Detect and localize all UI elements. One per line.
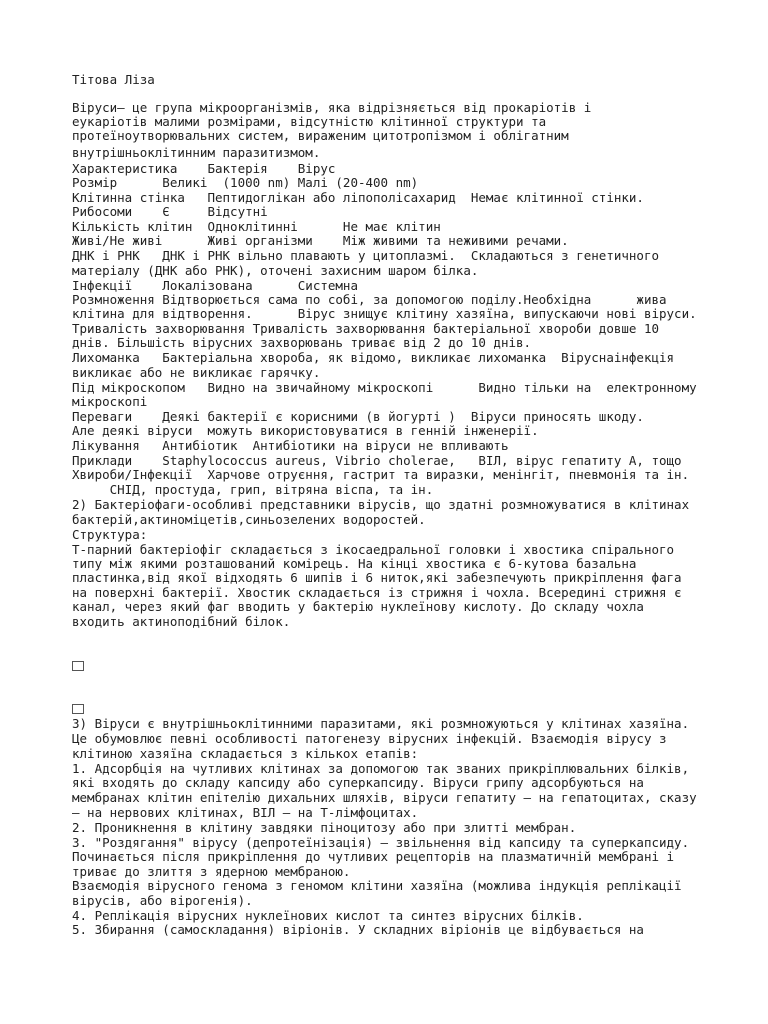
text-line: Структура: (72, 527, 148, 542)
text-line: Хвироби/Інфекції Харчове отруєння, гастрит та виразки, менінгіт, пневмонія та ін. (72, 467, 690, 482)
text-line: клітина для відтворення. Вірус знищує клітину хазяїна, випускаючи нові віруси. (72, 306, 697, 321)
text-line: мікроскопі (72, 394, 148, 409)
text-line: Інфекції Локалізована Системна (72, 278, 358, 293)
text-line: Характеристика Бактерія Вірус (72, 161, 336, 176)
text-line: на поверхні бактерії. Хвостик складається із стрижня і чохла. Всередині стрижня є (72, 585, 682, 600)
text-line: вірусів, або вірогенія). (72, 893, 253, 908)
text-line: 5. Збирання (самоскладання) віріонів. У складних віріонів це відбувається на (72, 922, 644, 937)
text-line: Віруси— це група мікроорганізмів, яка відрізняється від прокаріотів і (72, 100, 592, 115)
text-line: Це обумовлює певні особливості патогенезу вірусних інфекцій. Взаємодія вірусу з (72, 731, 667, 746)
text-line: Тривалість захворювання Тривалість захворювання бактеріальної хвороби довше 10 (72, 321, 659, 336)
text-line: входить актиноподібний білок. (72, 614, 291, 629)
text-line: Взаємодія вірусного генома з геномом клітини хазяїна (можлива індукція реплікації (72, 878, 682, 893)
text-line: — на нервових клітинах, ВІЛ — на Т-лімфоцитах. (72, 805, 419, 820)
text-line: 3) Віруси є внутрішньоклітинними паразитами, які розмножуються у клітинах хазяїна. (72, 716, 690, 731)
text-line: Лихоманка Бактеріальна хвороба, як відомо, викликає лихоманка Віруснаінфекція (72, 350, 675, 365)
text-line: Розмноження Відтворюється сама по собі, за допомогою поділу.Необхідна жива (72, 292, 667, 307)
text-line: Під мікроскопом Видно на звичайному мікроскопі Видно тільки на електронному (72, 380, 697, 395)
text-line: Переваги Деякі бактерії є корисними (в йогурті ) Віруси приносять шкоду. (72, 409, 644, 424)
text-line: протеїноутворювальних систем, вираженим цитотропізмом і облігатним (72, 128, 569, 143)
text-line: канал, через який фаг вводить у бактерію нуклеїнову кислоту. До складу чохла (72, 599, 644, 614)
text-line: Розмір Великі (1000 nm) Малі (20-400 nm) (72, 175, 419, 190)
text-line: внутрішньоклітинним паразитизмом. (72, 145, 321, 160)
page-break-marker (72, 661, 84, 671)
text-line: Кількість клітин Одноклітинні Не має клітин (72, 219, 441, 234)
text-line: клітиною хазяїна складається з кількох етапів: (72, 746, 419, 761)
text-line: типу між якими розташований комірець. На кінці хвостика є 6-кутова базальна (72, 556, 637, 571)
text-line: Рибосоми Є Відсутні (72, 204, 268, 219)
text-line: Клітинна стінка Пептидоглікан або ліпополісахарид Немає клітинної стінки. (72, 190, 644, 205)
text-line: 2) Бактеріофаги-особливі представники вірусів, що здатні розмножуватися в клітинах (72, 497, 690, 512)
text-line: ДНК і РНК ДНК і РНК вільно плавають у цитоплазмі. Складаються з генетичного (72, 248, 659, 263)
text-line: 4. Реплікація вірусних нуклеїнових кислот та синтез вірусних білків. (72, 908, 584, 923)
text-line: Приклади Staphylococcus aureus, Vibrio cholerae, ВІЛ, вірус гепатиту А, тощо (72, 453, 682, 468)
text-line: 1. Адсорбція на чутливих клітинах за допомогою так званих прикріплювальних білків, (72, 761, 690, 776)
text-line: пластинка,від якої відходять 6 шипів і 6 ниток,які забезпечують прикріплення фага (72, 570, 682, 585)
author-name: Тітова Ліза (72, 72, 155, 87)
text-line: бактерій,актиноміцетів,синьозелених водоростей. (72, 512, 426, 527)
text-line: Починається після прикріплення до чутливих рецепторів на плазматичній мембрані і (72, 849, 675, 864)
text-line: 2. Проникнення в клітину завдяки піноцитозу або при злитті мембран. (72, 820, 577, 835)
text-line: днів. Більшість вірусних захворювань триває від 2 до 10 днів. (72, 335, 532, 350)
text-line: викликає або не викликає гарячку. (72, 365, 321, 380)
text-line: 3. "Роздягання" вірусу (депротеїнізація) — звільнення від капсиду та суперкапсиду. (72, 835, 690, 850)
text-line: Лікування Антибіотик Антибіотики на віруси не впливають (72, 438, 509, 453)
text-line: триває до злиття з ядерною мембраною. (72, 864, 351, 879)
text-line: Але деякі віруси можуть використовуватися в генній інженерії. (72, 423, 539, 438)
text-line: еукаріотів малими розмірами, відсутністю клітинної структури та (72, 114, 547, 129)
text-line: Живі/Не живі Живі організми Між живими та неживими речами. (72, 233, 569, 248)
text-line: мембранах клітин епітелію дихальних шляхів, віруси гепатиту — на гепатоцитах, сказу (72, 790, 697, 805)
text-line: матеріалу (ДНК або РНК), оточені захисним шаром білка. (72, 263, 479, 278)
text-line: СНІД, простуда, грип, вітряна віспа, та ін. (72, 482, 434, 497)
text-line: Т-парний бактеріофіг складається з ікосаедральної головки і хвостика спірального (72, 542, 675, 557)
text-line: які входять до складу капсиду або суперкапсиду. Віруси грипу адсорбуються на (72, 775, 644, 790)
page-break-marker (72, 704, 84, 714)
